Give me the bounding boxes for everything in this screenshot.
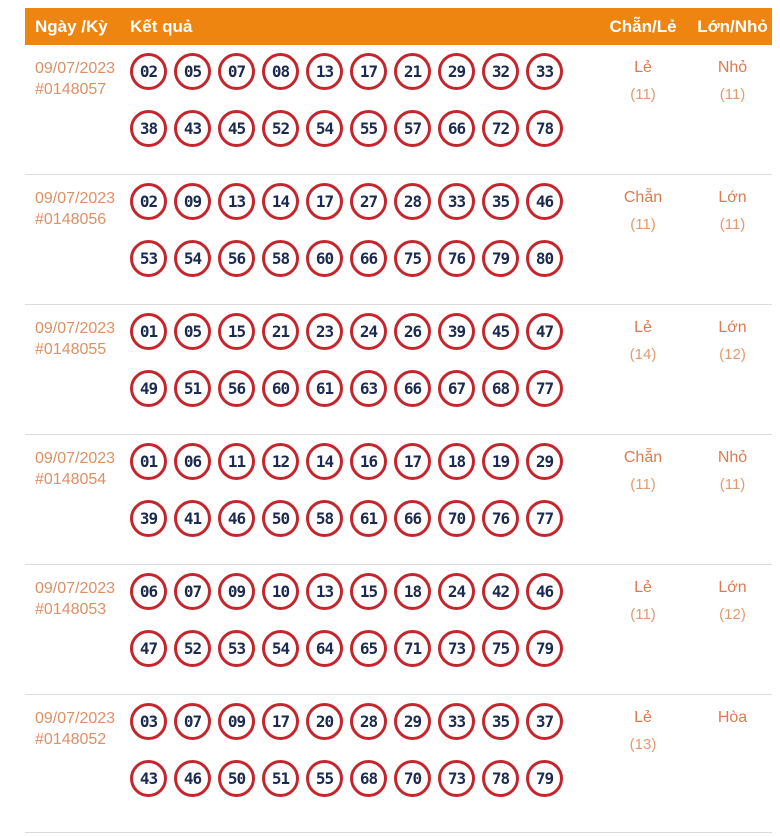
number-ball: 13 xyxy=(306,53,343,90)
big-small-value: Lớn xyxy=(718,579,747,596)
number-ball: 47 xyxy=(130,630,167,667)
number-ball: 80 xyxy=(526,240,563,277)
draw-period: #0148052 xyxy=(35,731,107,748)
number-ball: 33 xyxy=(526,53,563,90)
number-ball: 42 xyxy=(482,573,519,610)
even-odd-count: (11) xyxy=(630,476,656,493)
number-ball: 56 xyxy=(218,240,255,277)
numbers-line-2 xyxy=(130,500,593,537)
number-ball: 70 xyxy=(438,500,475,537)
even-odd-count: (13) xyxy=(629,736,657,753)
draw-period: #0148055 xyxy=(35,341,107,358)
number-ball: 43 xyxy=(174,110,211,147)
header-even-odd: Chẵn/Lẻ xyxy=(609,16,677,36)
big-small-cell xyxy=(693,565,772,694)
number-ball: 07 xyxy=(174,703,211,740)
number-ball: 75 xyxy=(394,240,431,277)
numbers-line-2 xyxy=(130,370,593,407)
number-ball: 15 xyxy=(218,313,255,350)
number-ball: 79 xyxy=(526,630,563,667)
number-ball: 43 xyxy=(130,760,167,797)
results-body xyxy=(25,45,772,833)
result-numbers-cell xyxy=(128,45,593,174)
number-ball: 13 xyxy=(218,183,255,220)
numbers-line-2 xyxy=(130,240,593,277)
number-ball: 66 xyxy=(394,370,431,407)
number-ball: 24 xyxy=(350,313,387,350)
big-small-count: (11) xyxy=(719,476,746,493)
number-ball: 61 xyxy=(306,370,343,407)
even-odd-cell xyxy=(593,175,693,304)
numbers-line-1 xyxy=(130,53,593,90)
number-ball: 75 xyxy=(482,630,519,667)
draw-period: #0148054 xyxy=(35,471,107,488)
number-ball: 41 xyxy=(174,500,211,537)
number-ball: 76 xyxy=(482,500,519,537)
number-ball: 64 xyxy=(306,630,343,667)
number-ball: 27 xyxy=(350,183,387,220)
number-ball: 46 xyxy=(526,183,563,220)
big-small-value: Nhỏ xyxy=(717,59,748,76)
number-ball: 52 xyxy=(262,110,299,147)
even-odd-cell xyxy=(593,45,693,174)
number-ball: 19 xyxy=(482,443,519,480)
draw-date: 09/07/2023 xyxy=(35,320,116,337)
number-ball: 54 xyxy=(262,630,299,667)
numbers-line-1 xyxy=(130,443,593,480)
number-ball: 46 xyxy=(526,573,563,610)
number-ball: 32 xyxy=(482,53,519,90)
big-small-cell xyxy=(693,435,772,564)
date-period-cell xyxy=(25,45,128,174)
number-ball: 52 xyxy=(174,630,211,667)
number-ball: 07 xyxy=(174,573,211,610)
lottery-results-table xyxy=(25,8,772,833)
even-odd-value: Lẻ xyxy=(634,319,652,336)
number-ball: 07 xyxy=(218,53,255,90)
even-odd-cell xyxy=(593,695,693,832)
number-ball: 12 xyxy=(262,443,299,480)
even-odd-value: Lẻ xyxy=(634,59,652,76)
even-odd-value: Lẻ xyxy=(634,579,652,596)
number-ball: 66 xyxy=(394,500,431,537)
number-ball: 61 xyxy=(350,500,387,537)
number-ball: 56 xyxy=(218,370,255,407)
numbers-line-1 xyxy=(130,183,593,220)
number-ball: 14 xyxy=(262,183,299,220)
date-period-cell xyxy=(25,695,128,832)
big-small-value: Lớn xyxy=(718,189,747,206)
number-ball: 33 xyxy=(438,183,475,220)
result-row xyxy=(25,565,772,695)
number-ball: 06 xyxy=(130,573,167,610)
number-ball: 09 xyxy=(218,573,255,610)
number-ball: 73 xyxy=(438,760,475,797)
even-odd-count: (11) xyxy=(630,216,656,233)
result-numbers-cell xyxy=(128,435,593,564)
result-row xyxy=(25,305,772,435)
draw-date: 09/07/2023 xyxy=(35,60,116,77)
even-odd-value: Lẻ xyxy=(634,709,652,726)
big-small-value: Lớn xyxy=(718,319,747,336)
number-ball: 39 xyxy=(438,313,475,350)
number-ball: 03 xyxy=(130,703,167,740)
number-ball: 68 xyxy=(350,760,387,797)
header-big-small: Lớn/Nhỏ xyxy=(697,16,768,36)
number-ball: 77 xyxy=(526,370,563,407)
number-ball: 45 xyxy=(218,110,255,147)
number-ball: 01 xyxy=(130,313,167,350)
number-ball: 15 xyxy=(350,573,387,610)
big-small-value: Nhỏ xyxy=(717,449,748,466)
number-ball: 23 xyxy=(306,313,343,350)
number-ball: 46 xyxy=(218,500,255,537)
number-ball: 55 xyxy=(350,110,387,147)
number-ball: 18 xyxy=(394,573,431,610)
big-small-count: (12) xyxy=(719,346,746,363)
numbers-line-2 xyxy=(130,760,593,797)
number-ball: 79 xyxy=(526,760,563,797)
result-row xyxy=(25,695,772,833)
number-ball: 65 xyxy=(350,630,387,667)
big-small-cell xyxy=(693,175,772,304)
number-ball: 77 xyxy=(526,500,563,537)
number-ball: 70 xyxy=(394,760,431,797)
result-numbers-cell xyxy=(128,695,593,832)
number-ball: 63 xyxy=(350,370,387,407)
big-small-count: (11) xyxy=(719,216,746,233)
even-odd-cell xyxy=(593,565,693,694)
number-ball: 29 xyxy=(526,443,563,480)
number-ball: 06 xyxy=(174,443,211,480)
number-ball: 37 xyxy=(526,703,563,740)
even-odd-count: (11) xyxy=(630,86,656,103)
number-ball: 51 xyxy=(174,370,211,407)
number-ball: 29 xyxy=(394,703,431,740)
draw-period: #0148057 xyxy=(35,81,107,98)
number-ball: 24 xyxy=(438,573,475,610)
number-ball: 28 xyxy=(350,703,387,740)
number-ball: 20 xyxy=(306,703,343,740)
even-odd-value: Chẵn xyxy=(623,449,663,466)
number-ball: 38 xyxy=(130,110,167,147)
number-ball: 71 xyxy=(394,630,431,667)
big-small-count: (12) xyxy=(719,606,746,623)
number-ball: 39 xyxy=(130,500,167,537)
draw-period: #0148056 xyxy=(35,211,107,228)
number-ball: 50 xyxy=(218,760,255,797)
number-ball: 02 xyxy=(130,183,167,220)
number-ball: 67 xyxy=(438,370,475,407)
date-period-cell xyxy=(25,305,128,434)
number-ball: 47 xyxy=(526,313,563,350)
number-ball: 66 xyxy=(438,110,475,147)
number-ball: 58 xyxy=(262,240,299,277)
number-ball: 78 xyxy=(482,760,519,797)
number-ball: 29 xyxy=(438,53,475,90)
even-odd-count: (14) xyxy=(629,346,657,363)
big-small-cell xyxy=(693,305,772,434)
number-ball: 17 xyxy=(350,53,387,90)
number-ball: 79 xyxy=(482,240,519,277)
draw-date: 09/07/2023 xyxy=(35,580,116,597)
big-small-count: (11) xyxy=(719,86,746,103)
result-row xyxy=(25,45,772,175)
draw-date: 09/07/2023 xyxy=(35,450,116,467)
number-ball: 51 xyxy=(262,760,299,797)
numbers-line-1 xyxy=(130,573,593,610)
even-odd-cell xyxy=(593,435,693,564)
number-ball: 60 xyxy=(262,370,299,407)
number-ball: 17 xyxy=(262,703,299,740)
header-result: Kết quả xyxy=(130,16,193,36)
number-ball: 57 xyxy=(394,110,431,147)
number-ball: 58 xyxy=(306,500,343,537)
number-ball: 01 xyxy=(130,443,167,480)
draw-date: 09/07/2023 xyxy=(35,190,116,207)
number-ball: 35 xyxy=(482,703,519,740)
number-ball: 28 xyxy=(394,183,431,220)
number-ball: 26 xyxy=(394,313,431,350)
number-ball: 08 xyxy=(262,53,299,90)
number-ball: 05 xyxy=(174,313,211,350)
number-ball: 60 xyxy=(306,240,343,277)
number-ball: 11 xyxy=(218,443,255,480)
number-ball: 17 xyxy=(306,183,343,220)
numbers-line-1 xyxy=(130,313,593,350)
date-period-cell xyxy=(25,435,128,564)
number-ball: 21 xyxy=(262,313,299,350)
number-ball: 68 xyxy=(482,370,519,407)
number-ball: 33 xyxy=(438,703,475,740)
number-ball: 35 xyxy=(482,183,519,220)
number-ball: 18 xyxy=(438,443,475,480)
result-numbers-cell xyxy=(128,565,593,694)
even-odd-value: Chẵn xyxy=(623,189,663,206)
number-ball: 09 xyxy=(218,703,255,740)
result-row xyxy=(25,435,772,565)
number-ball: 53 xyxy=(218,630,255,667)
number-ball: 02 xyxy=(130,53,167,90)
number-ball: 66 xyxy=(350,240,387,277)
date-period-cell xyxy=(25,565,128,694)
number-ball: 53 xyxy=(130,240,167,277)
number-ball: 21 xyxy=(394,53,431,90)
number-ball: 16 xyxy=(350,443,387,480)
number-ball: 54 xyxy=(306,110,343,147)
big-small-value: Hòa xyxy=(717,709,748,726)
even-odd-cell xyxy=(593,305,693,434)
date-period-cell xyxy=(25,175,128,304)
number-ball: 54 xyxy=(174,240,211,277)
numbers-line-2 xyxy=(130,630,593,667)
big-small-cell xyxy=(693,695,772,832)
even-odd-count: (11) xyxy=(630,606,656,623)
table-header xyxy=(25,8,772,45)
number-ball: 09 xyxy=(174,183,211,220)
draw-period: #0148053 xyxy=(35,601,107,618)
number-ball: 10 xyxy=(262,573,299,610)
number-ball: 17 xyxy=(394,443,431,480)
number-ball: 55 xyxy=(306,760,343,797)
number-ball: 14 xyxy=(306,443,343,480)
header-date-period: Ngày /Kỳ xyxy=(35,16,108,36)
number-ball: 45 xyxy=(482,313,519,350)
big-small-cell xyxy=(693,45,772,174)
result-numbers-cell xyxy=(128,175,593,304)
result-numbers-cell xyxy=(128,305,593,434)
number-ball: 73 xyxy=(438,630,475,667)
number-ball: 76 xyxy=(438,240,475,277)
result-row xyxy=(25,175,772,305)
number-ball: 50 xyxy=(262,500,299,537)
number-ball: 49 xyxy=(130,370,167,407)
number-ball: 78 xyxy=(526,110,563,147)
numbers-line-1 xyxy=(130,703,593,740)
numbers-line-2 xyxy=(130,110,593,147)
number-ball: 72 xyxy=(482,110,519,147)
draw-date: 09/07/2023 xyxy=(35,710,116,727)
number-ball: 13 xyxy=(306,573,343,610)
number-ball: 05 xyxy=(174,53,211,90)
number-ball: 46 xyxy=(174,760,211,797)
